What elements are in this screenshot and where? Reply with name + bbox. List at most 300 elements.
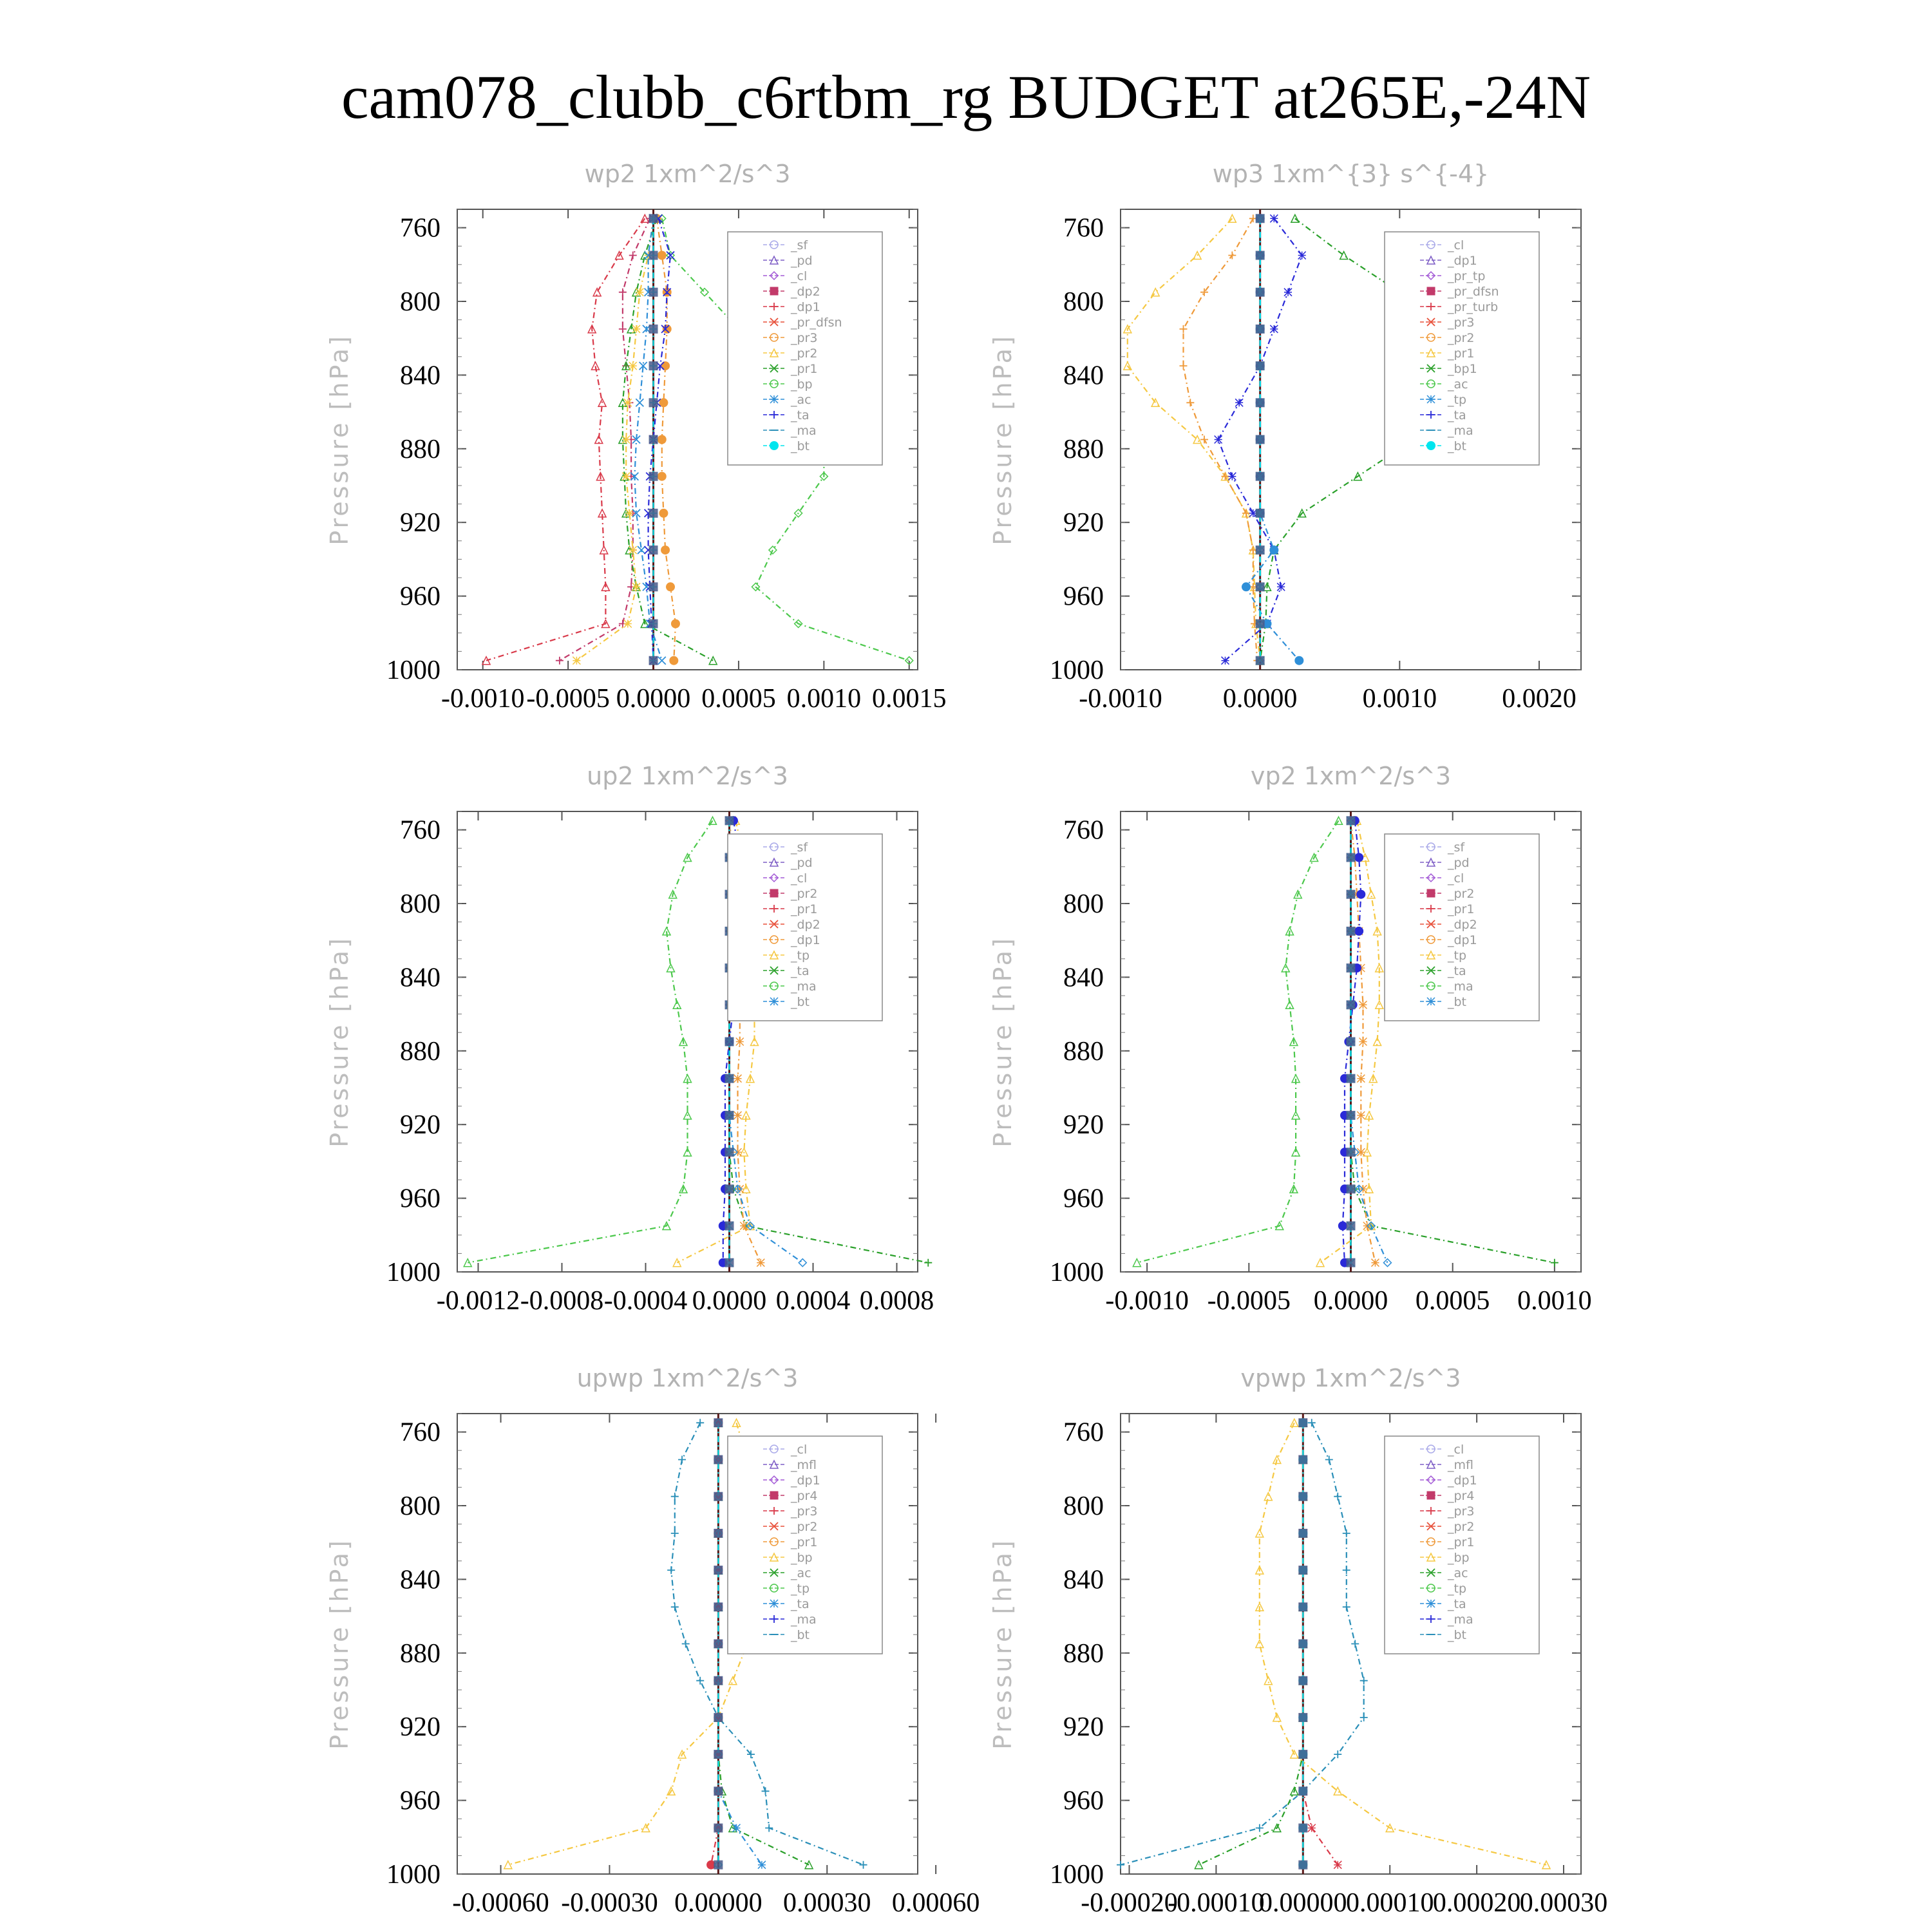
- legend-marker: [770, 441, 779, 450]
- data-point: [649, 435, 658, 444]
- data-point: [1256, 435, 1265, 444]
- data-point: [1186, 399, 1194, 406]
- data-point: [649, 545, 658, 554]
- data-point: [714, 1713, 723, 1722]
- y-tick-label: 880: [1063, 1036, 1104, 1066]
- data-point: [629, 546, 637, 554]
- y-tick-label: 920: [1063, 508, 1104, 538]
- legend-label: _ac: [1448, 377, 1468, 392]
- data-point: [671, 1603, 679, 1611]
- legend-label: _cl: [1448, 1443, 1464, 1457]
- legend-label: _cl: [791, 871, 808, 886]
- data-point: [1256, 582, 1265, 591]
- data-point: [1551, 1259, 1558, 1267]
- data-point: [636, 399, 643, 406]
- legend-marker: [1427, 1600, 1435, 1607]
- data-point: [1359, 1001, 1367, 1009]
- data-point: [924, 1259, 932, 1267]
- data-point: [736, 1038, 744, 1046]
- data-point: [1347, 1111, 1356, 1120]
- data-point: [663, 325, 672, 334]
- data-point: [1376, 1001, 1383, 1009]
- data-point: [714, 1455, 723, 1464]
- legend-label: _sf: [791, 238, 808, 252]
- data-point: [1298, 1602, 1307, 1611]
- series-line-dp1: [468, 820, 712, 1262]
- legend-label: _ta: [791, 408, 810, 422]
- x-tick-label: -0.0005: [1207, 1286, 1291, 1316]
- y-tick-label: 1000: [1050, 1258, 1104, 1287]
- data-point: [671, 1530, 679, 1537]
- legend-label: _bp: [1448, 1551, 1470, 1565]
- data-point: [1256, 545, 1265, 554]
- legend-label: _pr3: [791, 1504, 818, 1519]
- y-tick-label: 1000: [386, 656, 440, 685]
- data-point: [1347, 1000, 1356, 1009]
- legend-label: _ta: [1448, 964, 1466, 978]
- x-tick-label: -0.0005: [526, 684, 610, 714]
- data-point: [805, 1861, 813, 1869]
- data-point: [1298, 1492, 1307, 1501]
- y-tick-label: 760: [400, 1417, 440, 1448]
- data-point: [464, 1259, 471, 1267]
- legend-label: _ma: [1448, 424, 1473, 438]
- data-point: [1347, 890, 1356, 899]
- x-tick-label: -0.0012: [436, 1286, 520, 1316]
- data-point: [666, 582, 675, 591]
- panel-title: wp2 1xm^2/s^3: [584, 160, 791, 188]
- data-point: [1298, 1676, 1307, 1685]
- data-point: [619, 289, 627, 296]
- data-point: [673, 1259, 681, 1267]
- x-tick-label: 0.0005: [1415, 1286, 1490, 1316]
- data-point: [1371, 1259, 1379, 1267]
- data-point: [714, 1750, 723, 1759]
- x-tick-label: 0.0000: [616, 684, 691, 714]
- data-point: [1180, 325, 1188, 333]
- legend-label: _tp: [1448, 393, 1467, 407]
- x-tick-label: 0.00060: [891, 1888, 980, 1918]
- legend-label: _sf: [791, 840, 808, 855]
- data-point: [1308, 1824, 1316, 1832]
- data-point: [1242, 509, 1250, 517]
- data-point: [1133, 1259, 1141, 1267]
- legend-label: _dp2: [791, 285, 820, 299]
- data-point: [714, 1529, 723, 1538]
- data-point: [658, 251, 667, 260]
- data-point: [1117, 1861, 1124, 1869]
- legend-label: _bt: [791, 1628, 810, 1642]
- data-point: [725, 816, 734, 825]
- data-point: [649, 288, 658, 297]
- panel-title: vpwp 1xm^2/s^3: [1240, 1364, 1461, 1392]
- legend-label: _dp1: [1448, 254, 1477, 268]
- x-tick-label: 0.0010: [1362, 684, 1437, 714]
- series-line-ma: [1121, 1423, 1364, 1864]
- x-tick-label: 0.0008: [859, 1286, 934, 1316]
- data-point: [632, 583, 640, 591]
- y-tick-label: 880: [1063, 1638, 1104, 1669]
- data-point: [799, 1259, 806, 1267]
- data-point: [696, 1419, 704, 1426]
- legend-label: _tp: [1448, 1582, 1467, 1596]
- legend-label: _ac: [1448, 1566, 1468, 1580]
- legend-label: _ac: [791, 1566, 811, 1580]
- legend-marker: [770, 287, 778, 295]
- data-point: [714, 1824, 723, 1833]
- legend-label: _pr2: [791, 887, 818, 901]
- data-point: [1256, 214, 1265, 223]
- data-point: [1291, 1419, 1298, 1426]
- legend-label: _dp1: [791, 933, 820, 947]
- y-tick-label: 960: [1063, 1184, 1104, 1214]
- data-point: [758, 1861, 766, 1869]
- x-tick-label: -0.00030: [561, 1888, 658, 1918]
- legend-label: _pd: [791, 254, 813, 268]
- y-tick-label: 920: [400, 1110, 440, 1141]
- series-line-pr2: [576, 218, 653, 660]
- x-tick-label: 0.0004: [775, 1286, 851, 1316]
- y-tick-label: 920: [1063, 1110, 1104, 1141]
- data-point: [636, 289, 643, 296]
- series-line-dp1: [1303, 1423, 1338, 1864]
- y-axis-label: Pressure [hPa]: [989, 334, 1017, 545]
- y-axis-label: Pressure [hPa]: [989, 1538, 1017, 1750]
- data-point: [1359, 1038, 1367, 1046]
- data-point: [714, 1418, 723, 1427]
- x-tick-label: 0.0000: [1313, 1286, 1388, 1316]
- data-point: [714, 1861, 723, 1870]
- x-tick-label: -0.0010: [1079, 684, 1162, 714]
- data-point: [1298, 1824, 1307, 1833]
- legend-label: _dp1: [791, 1473, 820, 1488]
- data-point: [1180, 362, 1188, 370]
- y-tick-label: 800: [400, 287, 440, 317]
- data-point: [1351, 1640, 1359, 1648]
- data-point: [1347, 1148, 1356, 1157]
- data-point: [729, 1677, 737, 1685]
- data-point: [714, 1492, 723, 1501]
- legend-label: _tp: [791, 949, 810, 963]
- legend-label: _mfl: [791, 1458, 817, 1472]
- data-point: [1347, 1037, 1356, 1046]
- legend-label: _pr3: [791, 331, 818, 345]
- data-point: [624, 620, 632, 628]
- data-point: [1256, 1640, 1264, 1648]
- legend-marker: [1427, 1492, 1435, 1499]
- data-point: [678, 1456, 686, 1464]
- legend-label: _pr2: [791, 346, 818, 361]
- legend-marker: [770, 1600, 778, 1607]
- y-tick-label: 1000: [1050, 1860, 1104, 1889]
- legend-label: _dp1: [1448, 933, 1477, 947]
- y-tick-label: 920: [400, 1712, 440, 1743]
- data-point: [629, 362, 637, 370]
- series-line-pr1: [1128, 218, 1260, 660]
- data-point: [1347, 1222, 1356, 1231]
- data-point: [757, 1259, 764, 1267]
- data-point: [1338, 1222, 1347, 1231]
- data-point: [1270, 214, 1278, 222]
- x-tick-label: -0.00010: [1168, 1888, 1265, 1918]
- y-tick-label: 880: [400, 434, 440, 464]
- legend-marker: [1426, 441, 1435, 450]
- legend-marker: [770, 1492, 778, 1499]
- data-point: [725, 1148, 734, 1157]
- data-point: [733, 1824, 741, 1832]
- x-tick-label: -0.0010: [1105, 1286, 1189, 1316]
- legend-label: _tp: [791, 1582, 810, 1596]
- data-point: [1357, 1075, 1365, 1083]
- data-point: [649, 214, 658, 223]
- data-point: [1343, 1566, 1350, 1574]
- y-tick-label: 840: [400, 361, 440, 391]
- legend-label: _pd: [791, 856, 813, 870]
- y-axis-label: Pressure [hPa]: [325, 1538, 354, 1750]
- data-point: [1284, 289, 1292, 296]
- data-point: [1334, 1493, 1341, 1501]
- data-point: [725, 1074, 734, 1083]
- y-tick-label: 920: [400, 508, 440, 538]
- legend-label: _bp1: [1448, 362, 1477, 376]
- data-point: [649, 325, 658, 334]
- data-point: [1354, 853, 1363, 862]
- x-tick-label: -0.0004: [603, 1286, 688, 1316]
- y-axis-label: Pressure [hPa]: [325, 334, 354, 545]
- data-point: [1298, 1455, 1307, 1464]
- legend-label: _pr_dfsn: [791, 316, 842, 330]
- data-point: [1282, 964, 1289, 972]
- data-point: [714, 1566, 723, 1575]
- data-point: [1316, 1259, 1324, 1267]
- data-point: [734, 1112, 742, 1119]
- panel-2: [989, 160, 1581, 714]
- y-tick-label: 800: [400, 889, 440, 919]
- legend-label: _pr1: [791, 902, 818, 916]
- data-point: [1347, 927, 1356, 936]
- data-point: [714, 1676, 723, 1685]
- x-tick-label: 0.00030: [783, 1888, 871, 1918]
- legend-marker: [770, 395, 778, 403]
- y-tick-label: 760: [1063, 213, 1104, 243]
- x-tick-label: 0.0000: [692, 1286, 767, 1316]
- data-point: [504, 1861, 512, 1869]
- panel-title: wp3 1xm^{3} s^{-4}: [1212, 160, 1490, 188]
- data-point: [1277, 583, 1285, 591]
- figure-title: cam078_clubb_c6rtbm_rg BUDGET at265E,-24N: [341, 62, 1591, 131]
- legend-label: _pr2: [791, 1520, 818, 1534]
- y-tick-label: 840: [1063, 361, 1104, 391]
- y-tick-label: 920: [1063, 1712, 1104, 1743]
- legend-label: _sf: [1448, 840, 1465, 855]
- y-tick-label: 840: [1063, 1565, 1104, 1595]
- y-tick-label: 1000: [386, 1258, 440, 1287]
- data-point: [1308, 1419, 1316, 1426]
- data-point: [1256, 325, 1265, 334]
- data-point: [1256, 251, 1265, 260]
- data-point: [725, 1258, 734, 1267]
- legend-marker: [1427, 395, 1435, 403]
- legend-label: _pr2: [1448, 1520, 1475, 1534]
- y-tick-label: 960: [400, 1184, 440, 1214]
- data-point: [649, 582, 658, 591]
- x-tick-label: -0.0010: [440, 684, 525, 714]
- legend-label: _ma: [1448, 1613, 1473, 1627]
- y-tick-label: 760: [1063, 1417, 1104, 1448]
- data-point: [1347, 1258, 1356, 1267]
- data-point: [1383, 1259, 1391, 1267]
- series-line-dp1: [1137, 820, 1338, 1262]
- y-tick-label: 960: [1063, 1786, 1104, 1816]
- data-point: [661, 361, 670, 370]
- x-tick-label: 0.0015: [872, 684, 947, 714]
- x-tick-label: 0.0020: [1502, 684, 1577, 714]
- data-point: [573, 657, 580, 665]
- data-point: [1357, 1112, 1365, 1119]
- data-point: [1294, 656, 1303, 665]
- data-point: [625, 509, 633, 517]
- data-point: [649, 472, 658, 481]
- x-tick-label: -0.0008: [520, 1286, 604, 1316]
- y-tick-label: 840: [400, 963, 440, 993]
- panel-6: [989, 1364, 1607, 1918]
- legend-label: _ac: [791, 393, 811, 407]
- data-point: [1256, 472, 1265, 481]
- data-point: [1347, 1074, 1356, 1083]
- y-tick-label: 1000: [1050, 656, 1104, 685]
- data-point: [1298, 1529, 1307, 1538]
- data-point: [649, 656, 658, 665]
- data-point: [682, 1640, 690, 1648]
- data-point: [658, 472, 667, 481]
- data-point: [1298, 1418, 1307, 1427]
- data-point: [1222, 657, 1229, 665]
- data-point: [1360, 1714, 1368, 1721]
- data-point: [1269, 545, 1278, 554]
- data-point: [1215, 436, 1222, 444]
- legend-label: _ta: [1448, 408, 1466, 422]
- data-point: [622, 473, 630, 480]
- data-point: [1298, 1640, 1307, 1649]
- data-point: [1235, 399, 1243, 406]
- data-point: [649, 620, 658, 629]
- legend-label: _ma: [1448, 980, 1473, 994]
- legend-label: _pr4: [1448, 1489, 1475, 1503]
- data-point: [1256, 288, 1265, 297]
- data-point: [671, 1493, 679, 1501]
- panel-1: [325, 160, 947, 714]
- data-point: [1356, 890, 1365, 899]
- data-point: [1256, 398, 1265, 407]
- data-point: [667, 1566, 675, 1574]
- data-point: [632, 325, 640, 333]
- y-tick-label: 800: [1063, 889, 1104, 919]
- x-tick-label: 0.0005: [701, 684, 776, 714]
- legend-label: _dp2: [791, 918, 820, 932]
- data-point: [1298, 1566, 1307, 1575]
- y-tick-label: 840: [1063, 963, 1104, 993]
- data-point: [1298, 1750, 1307, 1759]
- legend-label: _ma: [791, 980, 817, 994]
- legend-label: _pr4: [791, 1489, 818, 1503]
- data-point: [622, 436, 630, 444]
- legend-label: _dp1: [791, 300, 820, 314]
- data-point: [709, 657, 717, 665]
- data-point: [629, 252, 637, 260]
- x-tick-label: 0.00000: [1259, 1888, 1347, 1918]
- data-point: [1360, 1677, 1368, 1685]
- legend-label: _bt: [1448, 995, 1467, 1009]
- data-point: [649, 251, 658, 260]
- data-point: [762, 1787, 770, 1795]
- data-point: [734, 1075, 742, 1083]
- legend-label: _pr1: [1448, 1535, 1475, 1549]
- x-tick-label: 0.0000: [1222, 684, 1298, 714]
- data-point: [659, 509, 668, 518]
- legend-label: _pr3: [1448, 316, 1475, 330]
- legend-label: _pr1: [791, 1535, 818, 1549]
- data-point: [1256, 656, 1265, 665]
- y-tick-label: 880: [400, 1036, 440, 1066]
- data-point: [1334, 1750, 1341, 1758]
- x-tick-label: 0.00030: [1519, 1888, 1608, 1918]
- data-point: [649, 361, 658, 370]
- data-point: [649, 398, 658, 407]
- data-point: [1347, 1184, 1356, 1193]
- y-axis-label: Pressure [hPa]: [325, 936, 354, 1148]
- legend-marker: [770, 998, 778, 1005]
- panel-5: [325, 1364, 980, 1918]
- panel-title: upwp 1xm^2/s^3: [576, 1364, 799, 1392]
- legend-label: _pr_turb: [1448, 300, 1499, 314]
- legend-label: _bt: [791, 439, 810, 453]
- data-point: [619, 325, 627, 333]
- panel-title: vp2 1xm^2/s^3: [1250, 762, 1452, 790]
- legend-label: _pd: [1448, 856, 1470, 870]
- legend-label: _pr_tp: [1448, 269, 1486, 283]
- y-tick-label: 960: [400, 1786, 440, 1816]
- legend-label: _tp: [1448, 949, 1467, 963]
- series-line-tp: [1351, 820, 1388, 1262]
- data-point: [1256, 361, 1265, 370]
- data-point: [714, 1640, 723, 1649]
- legend-label: _bt: [1448, 1628, 1467, 1642]
- data-point: [1256, 509, 1265, 518]
- legend-marker: [1427, 287, 1435, 295]
- legend-label: _bt: [1448, 439, 1467, 453]
- data-point: [765, 1824, 773, 1832]
- legend-label: _cl: [1448, 871, 1464, 886]
- legend-label: _pr1: [1448, 346, 1475, 361]
- legend-marker: [770, 889, 778, 897]
- legend-label: _ma: [791, 1613, 817, 1627]
- data-point: [714, 1602, 723, 1611]
- legend-label: _pr1: [791, 362, 818, 376]
- data-point: [658, 657, 666, 665]
- y-tick-label: 840: [400, 1565, 440, 1595]
- data-point: [649, 509, 658, 518]
- y-tick-label: 880: [1063, 434, 1104, 464]
- data-point: [1354, 927, 1363, 936]
- data-point: [696, 1677, 704, 1685]
- legend-label: _cl: [791, 1443, 808, 1457]
- data-point: [725, 1111, 734, 1120]
- legend-label: _ma: [791, 424, 817, 438]
- legend-label: _bt: [791, 995, 810, 1009]
- legend-label: _pr3: [1448, 1504, 1475, 1519]
- panel-3: [325, 762, 934, 1316]
- data-point: [624, 399, 632, 406]
